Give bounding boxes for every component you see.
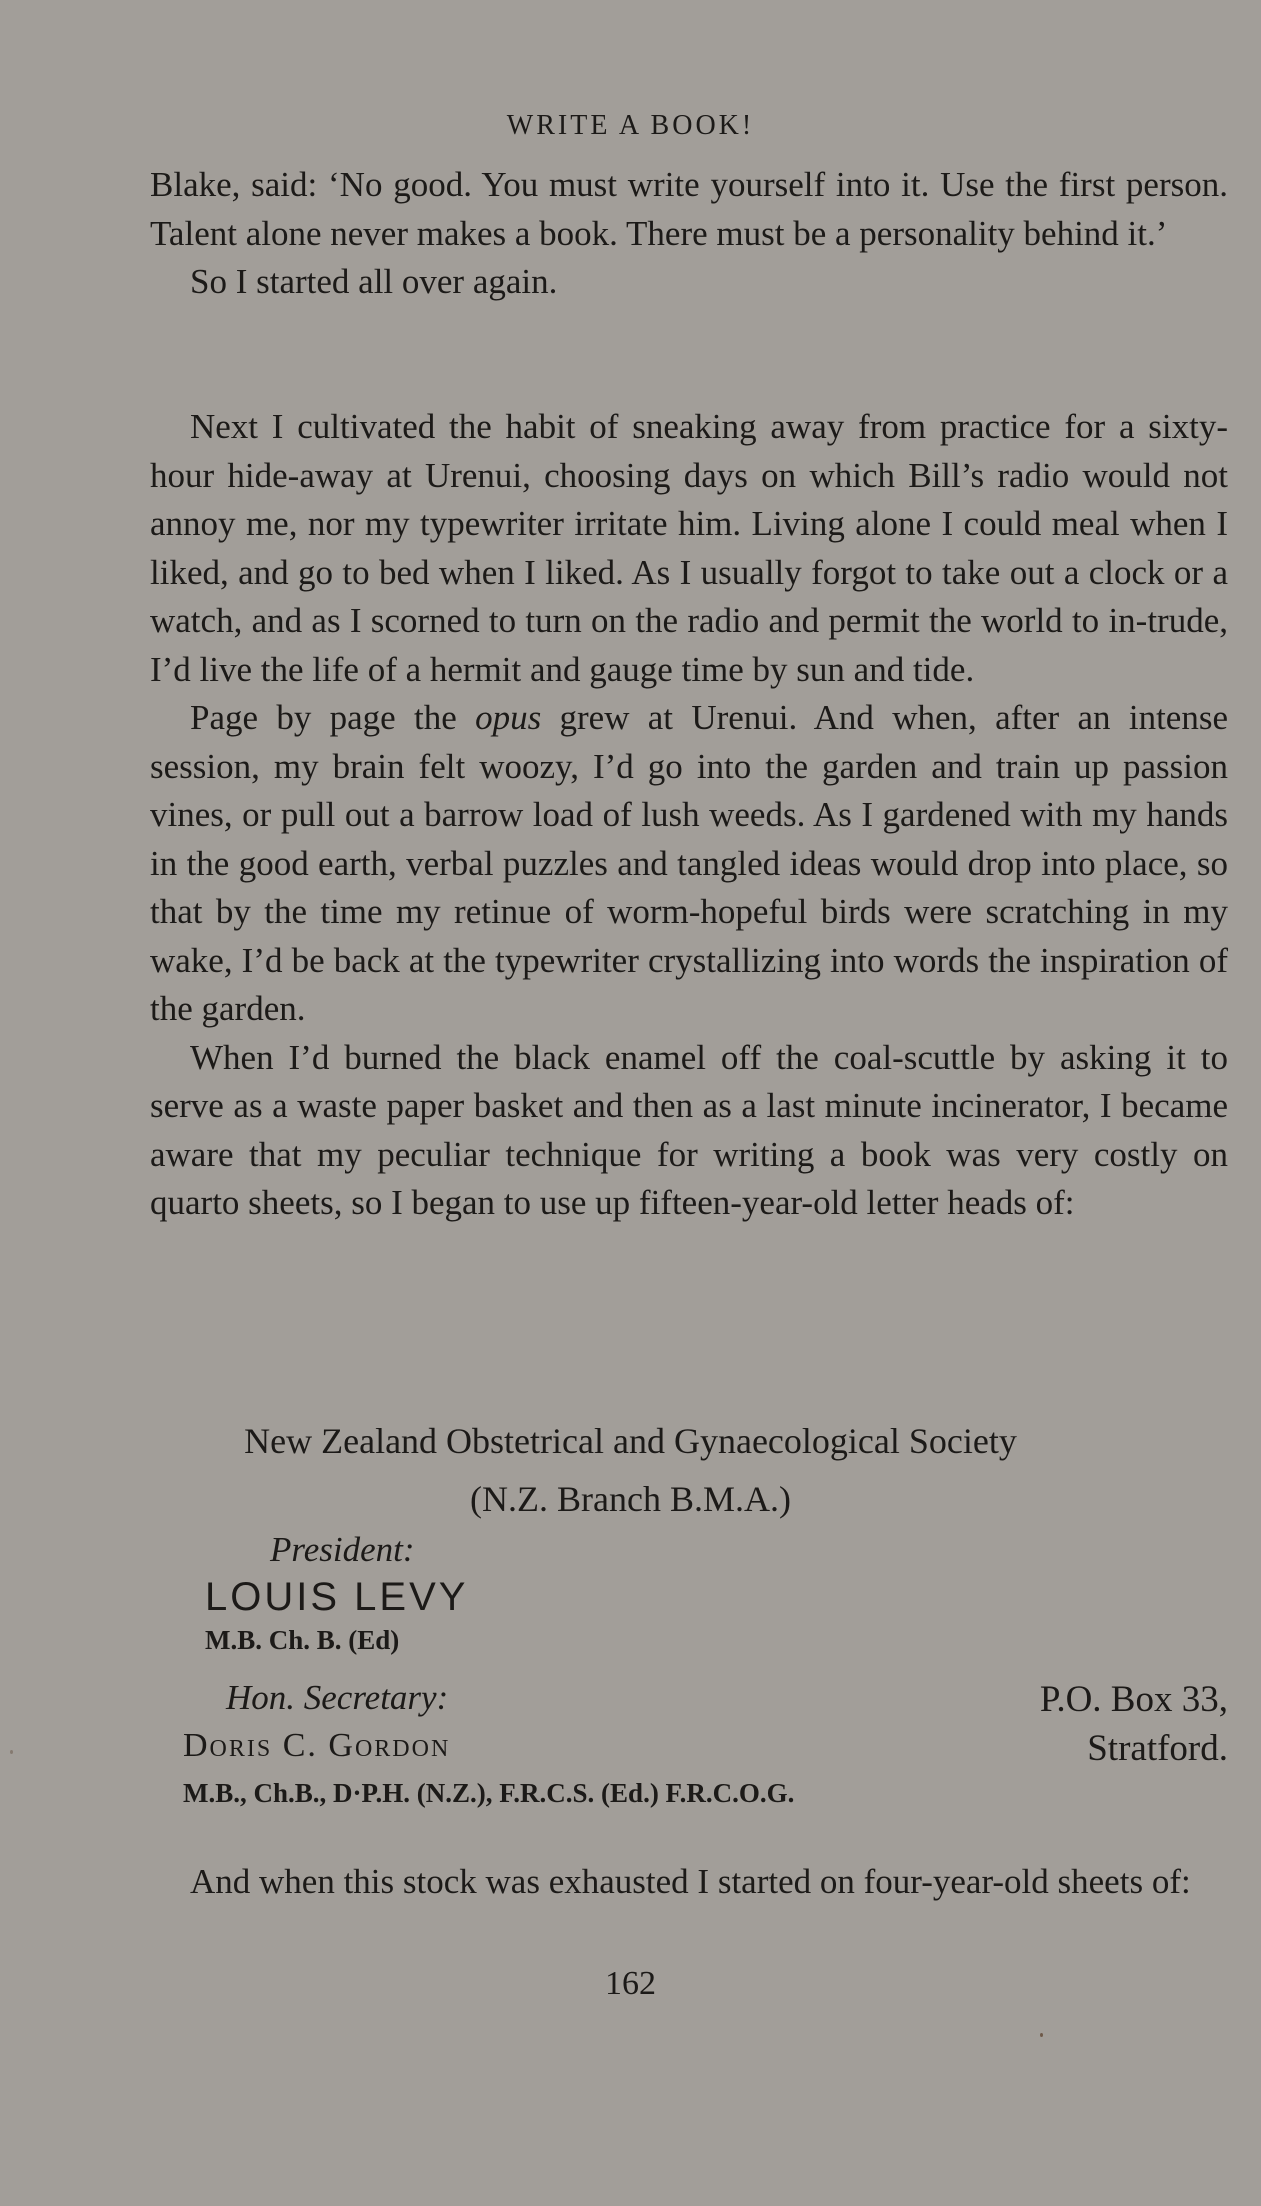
paragraph: Blake, said: ‘No good. You must write yourself into it. Use the first person. Talent alone never makes a book. There must be a personality behind it.’ (150, 165, 1228, 253)
paper-speck (1040, 2033, 1043, 2037)
paragraph-text: grew at Urenui. And when, after an intense session, my brain felt woozy, I’d go into the garden and train up passion vines, or pull out a barrow load of lush weeds. As I gardened with my hands in the good earth, verbal puzzles and tangled ideas would drop into place, so that by the time my retinue of worm-hopeful birds were scratching in my wake, I’d be back at the typewriter crystallizing into words the inspiration of the garden. (150, 698, 1228, 1028)
po-box: P.O. Box 33, (1039, 1679, 1228, 1720)
secretary-name: Doris C. Gordon (183, 1727, 451, 1764)
running-head: WRITE A BOOK! (506, 110, 755, 141)
paragraph (150, 694, 1228, 1034)
town: Stratford. (1087, 1728, 1228, 1769)
paragraph-text: Page by page the (190, 698, 476, 737)
text-block-opening (150, 161, 1228, 307)
paragraph: When I’d burned the black enamel off the coal-scuttle by asking it to serve as a waste paper basket and then as a last minute incinerator, I became aware that my peculiar technique for writing a book was very costly on quarto sheets, so I began to use up fifteen-year-old letter heads of: (150, 1037, 1228, 1222)
paragraph: And when this stock was exhausted I started on four-year-old sheets of: (190, 1862, 1191, 1901)
society-branch: (N.Z. Branch B.M.A.) (470, 1479, 791, 1519)
society-name: New Zealand Obstetrical and Gynaecological Society (244, 1421, 1017, 1461)
secretary-qualifications: M.B., Ch.B., D·P.H. (N.Z.), F.R.C.S. (Ed.) F.R.C.O.G. (183, 1778, 795, 1808)
paper-speck (10, 1750, 13, 1754)
secretary-title: Hon. Secretary: (226, 1678, 449, 1717)
text-block-closing (150, 1858, 1228, 1907)
president-title: President: (270, 1530, 415, 1569)
president-qualifications: M.B. Ch. B. (Ed) (205, 1625, 400, 1655)
page-number: 162 (605, 1965, 656, 2002)
text-block-main (150, 403, 1228, 1228)
paragraph: So I started all over again. (190, 262, 558, 301)
president-name: LOUIS LEVY (205, 1575, 469, 1619)
italic-word: opus (475, 698, 542, 737)
paragraph: Next I cultivated the habit of sneaking away from practice for a sixty-hour hide-away at Urenui, choosing days on which Bill’s radio would not annoy me, nor my typewriter irritate him. Living alone I could meal when I liked, and go to bed when I liked. As I usually forgot to take out a clock or a watch, and as I scorned to turn on the radio and permit the world to in-trude, I’d live the life of a hermit and gauge time by sun and tide. (150, 407, 1228, 689)
